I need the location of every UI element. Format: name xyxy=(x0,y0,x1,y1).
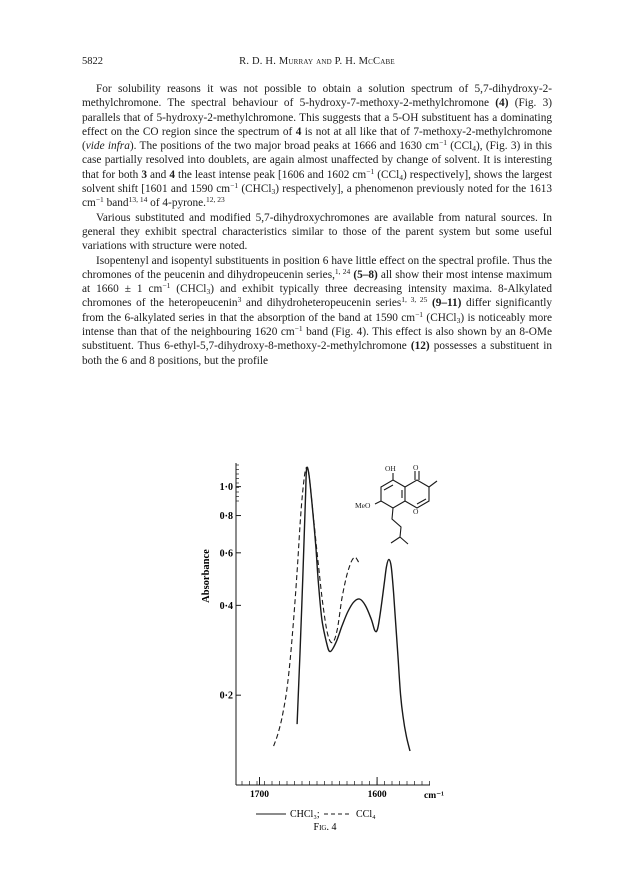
text-run: (9–11) xyxy=(431,297,462,310)
text-run: −1 xyxy=(162,281,171,291)
carbonyl-bond xyxy=(415,471,419,480)
text-run: 4 xyxy=(169,168,176,181)
legend-solid-label: CHCl₃; xyxy=(290,809,320,820)
text-run: ), (Fig. 3) in this case partially resolved into doublets, are again almost unaffected by change of solvent. It is interesting that for both xyxy=(82,140,552,181)
text-run: differ significantly from the 6-alkylated series in that the absorption of the band at 1590 cm xyxy=(82,297,553,324)
text-run: 13, 14 xyxy=(128,195,148,205)
molecule-label-meo: MeO xyxy=(355,501,371,510)
y-tick-label: 0·4 xyxy=(219,600,233,612)
molecule-label-o: O xyxy=(413,463,419,472)
y-tick-label: 0·8 xyxy=(219,511,233,523)
text-run: (5–8) xyxy=(353,268,378,281)
text-run: (CHCl xyxy=(423,311,457,324)
legend-dashed-label: CCl₄ xyxy=(356,809,376,820)
text-run: 4 xyxy=(399,172,403,182)
text-run: ) is noticeably more intense than that of the neighbouring 1620 cm xyxy=(82,311,553,339)
legend xyxy=(256,809,376,820)
text-run: −1 xyxy=(95,195,104,205)
text-run: −1 xyxy=(230,181,239,191)
molecule-label-ring-o: O xyxy=(413,507,419,516)
page-number: 5822 xyxy=(82,56,103,67)
text-run: Isopentenyl and isopentyl substituents in position 6 have little effect on the spectral profile. Thus the chromones of the peucenin and dihydropeucenin series, xyxy=(82,254,552,281)
text-run: ). The positions of the two major broad peaks at 1666 and 1630 cm xyxy=(129,140,439,153)
text-run: (CCl xyxy=(446,140,473,153)
text-run: 3 xyxy=(271,187,276,197)
text-run: 4 xyxy=(295,125,302,138)
figure-caption: Fig. 4 xyxy=(313,822,337,833)
text-run: band xyxy=(103,197,129,210)
benzene-ring xyxy=(381,480,405,508)
y-tick-label: 0·6 xyxy=(219,548,233,560)
molecule-structure xyxy=(355,463,437,544)
text-run: all show their most intense maximum at 1660 ± 1 cm xyxy=(82,268,553,296)
text-run: 3 xyxy=(237,295,242,305)
text-run: ) respectively], shows the largest solvent shift [1601 and 1590 cm xyxy=(82,168,553,196)
y-axis-ticks xyxy=(220,482,241,702)
text-run: −1 xyxy=(366,166,375,176)
methyl-bond xyxy=(429,481,437,487)
text-run: −1 xyxy=(294,324,303,334)
text-run: 3 xyxy=(141,168,147,181)
y-tick-label: 0·2 xyxy=(219,690,233,702)
x-tick-label: 1600 xyxy=(367,790,387,800)
y-axis-label: Absorbance xyxy=(201,549,212,603)
text-run: band (Fig. 4). This effect is also shown by an 8-OMe substituent. Thus 6-ethyl-5,7-dihydroxy-8-methoxy-2-methylchromone xyxy=(82,326,552,353)
text-run: 3 xyxy=(206,287,211,297)
text-run: (CCl xyxy=(374,168,400,181)
text-run: −1 xyxy=(438,138,447,148)
running-head-authors: R. D. H. Murray and P. H. McCabe xyxy=(239,56,395,67)
text-run: −1 xyxy=(415,309,424,319)
minor-tick-marks xyxy=(236,465,430,785)
text-run: (Fig. 3) parallels that of 5-hydroxy-2-methylchromone. This suggests that a 5-OH substituent has a dominating effect on the CO region since the spectrum of xyxy=(82,97,553,138)
text-run: and xyxy=(146,168,170,181)
text-run: 12, 23 xyxy=(206,195,225,205)
text-run: of 4-pyrone. xyxy=(147,197,207,210)
spectrum-series xyxy=(274,467,410,751)
text-run: (CHCl xyxy=(238,183,272,196)
text-run: ) and exhibit typically three decreasing intensity maxima. 8-Alkylated chromones of the heteropeucenin xyxy=(82,283,553,310)
text-run: ) respectively], a phenomenon previously noted for the 1613 cm xyxy=(82,183,553,210)
y-tick-label: 1·0 xyxy=(219,482,233,494)
text-run: (4) xyxy=(495,97,509,110)
text-run: For solubility reasons it was not possible to obtain a solution spectrum of 5,7-dihydroxy-2-methylchromone. The spectral behaviour of 5-hydroxy-7-methoxy-2-methylchromone xyxy=(82,83,552,110)
methoxy-bond xyxy=(375,501,381,504)
molecule-label-oh: OH xyxy=(385,464,396,473)
series-ccl4-line xyxy=(274,467,360,746)
text-run: possesses a substituent in both the 6 and 8 positions, but the profile xyxy=(82,340,552,367)
text-run: is not at all like that of 7-methoxy-2-methylchromone ( xyxy=(82,125,552,153)
text-run: and dihydroheteropeucenin series xyxy=(241,297,402,310)
text-run: 1, 3, 25 xyxy=(401,295,428,305)
x-axis-ticks xyxy=(250,777,387,800)
text-run: vide infra xyxy=(85,140,130,153)
text-run: (CHCl xyxy=(170,283,207,296)
isopentyl-chain xyxy=(391,508,408,544)
text-run: 3 xyxy=(456,315,461,325)
text-run: 1, 24 xyxy=(334,266,351,276)
text-run: Various substituted and modified 5,7-dihydroxychromones are available from natural sources. In general they exhibit spectral characteristics similar to those of the parent system but some useful variations with structure were noted. xyxy=(82,211,552,253)
text-run: 4 xyxy=(472,144,476,154)
x-tick-label: 1700 xyxy=(250,790,270,800)
plot-frame xyxy=(236,463,430,785)
text-run: the least intense peak [1606 and 1602 cm xyxy=(175,168,367,181)
x-axis-unit: cm⁻¹ xyxy=(424,791,444,801)
text-run: (12) xyxy=(410,340,430,353)
